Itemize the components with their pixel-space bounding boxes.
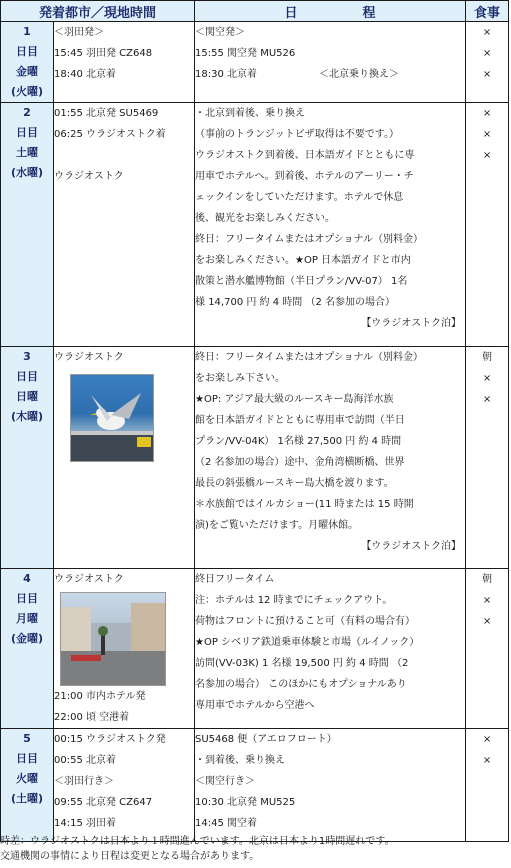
- day-label: 1 日目 金曜 (火曜): [1, 22, 54, 103]
- day-label: 5 日目 火曜 (土曜): [1, 729, 54, 842]
- meal-cell: × × ×: [466, 103, 509, 347]
- meal-cell: × × ×: [466, 22, 509, 103]
- day-row-3: [1, 347, 509, 569]
- meal-cell: × ×: [466, 729, 509, 842]
- city-cell: ウラジオストク: [54, 347, 195, 569]
- schedule-cell: 終日フリータイム 注：ホテルは 12 時までにチェックアウト。 荷物はフロントに預けること可（有料の場合有） ★OP シベリア鉄道乗車体験と市場（ルイノック） 訪問(VV-03K) 1 名様 19,500 円 約 4 時間 （2 名参加の場合） このほかにもオプショナルあり 専用車でホテルから空港へ: [195, 569, 466, 729]
- city-cell: 01:55 北京発 SU5469 06:25 ウラジオストク着 ウラジオストク: [54, 103, 195, 347]
- stay-note: 【ウラジオストク泊】: [361, 541, 462, 552]
- header-schedule: 日 程: [195, 1, 466, 22]
- schedule-change-note: 交通機関の事情により日程は変更となる場合があります。: [0, 851, 260, 862]
- meal-cell: 朝 × ×: [466, 569, 509, 729]
- header-meals: 食事: [466, 1, 509, 22]
- day-label: 4 日目 月曜 (金曜): [1, 569, 54, 729]
- schedule-cell: ・北京到着後、乗り換え （事前のトランジットビザ取得は不要です。） ウラジオストク到着後、日本語ガイドとともに専 用車でホテルへ。到着後、ホテルのアーリー・チ ェックインをしていただけます。ホテルで休息 後、観光をお楽しみください。 終日：フリータイムまたはオプショナル（別料金） をお楽しみください。★OP 日本語ガイドと市内 散策と潜水艦博物館（半日プラン/VV-07） 1名 様 14,700 円 約 4 時間 （2 名参加の場合） 【ウラジオストク泊】: [195, 103, 466, 347]
- stay-note: 【ウラジオストク泊】: [361, 318, 462, 329]
- schedule-cell: SU5468 便（アエロフロート） ・到着後、乗り換え ＜関空行き＞ 10:30 北京発 MU525 14:45 関空着: [195, 729, 466, 842]
- footer-notes: [0, 834, 511, 864]
- day-row-1: [1, 22, 509, 103]
- meal-cell: 朝 × ×: [466, 347, 509, 569]
- day-row-4: [1, 569, 509, 729]
- city-cell: ＜羽田発＞ 15:45 羽田発 CZ648 18:40 北京着: [54, 22, 195, 103]
- day-label: 3 日目 日曜 (木曜): [1, 347, 54, 569]
- street-photo: [60, 592, 166, 686]
- seagull-photo: [70, 374, 154, 462]
- schedule-cell: ＜関空発＞ 15:55 関空発 MU526 18:30 北京着 ＜北京乗り換え＞: [195, 22, 466, 103]
- time-difference-note: 時差：ウラジオストクは日本より１時間進んでいます。北京は日本より1時間遅れです。: [0, 836, 395, 847]
- schedule-cell: 終日：フリータイムまたはオプショナル（別料金） をお楽しみ下さい。 ★OP: アジア最大級のルースキー島海洋水族 館を日本語ガイドとともに専用車で訪問（半日 プラン/VV-04K） 1名様 27,500 円 約 4 時間 （2 名参加の場合）途中、金角湾横断橋、世界 最長の斜張橋ルースキー島大橋を渡ります。 ＊水族館ではイルカショー(11 時または 15 時開 演)をご覧いただけます。月曜休館。 【ウラジオストク泊】: [195, 347, 466, 569]
- city-cell: 00:15 ウラジオストク発 00:55 北京着 ＜羽田行き＞ 09:55 北京発 CZ647 14:15 羽田着: [54, 729, 195, 842]
- day-row-5: [1, 729, 509, 842]
- day-label: 2 日目 土曜 (水曜): [1, 103, 54, 347]
- header-city-time: 発着都市／現地時間: [1, 1, 195, 22]
- day-row-2: [1, 103, 509, 347]
- city-cell: ウラジオストク 21:00 市内ホテル発 22:00 頃 空港着: [54, 569, 195, 729]
- table-header-row: [1, 1, 509, 22]
